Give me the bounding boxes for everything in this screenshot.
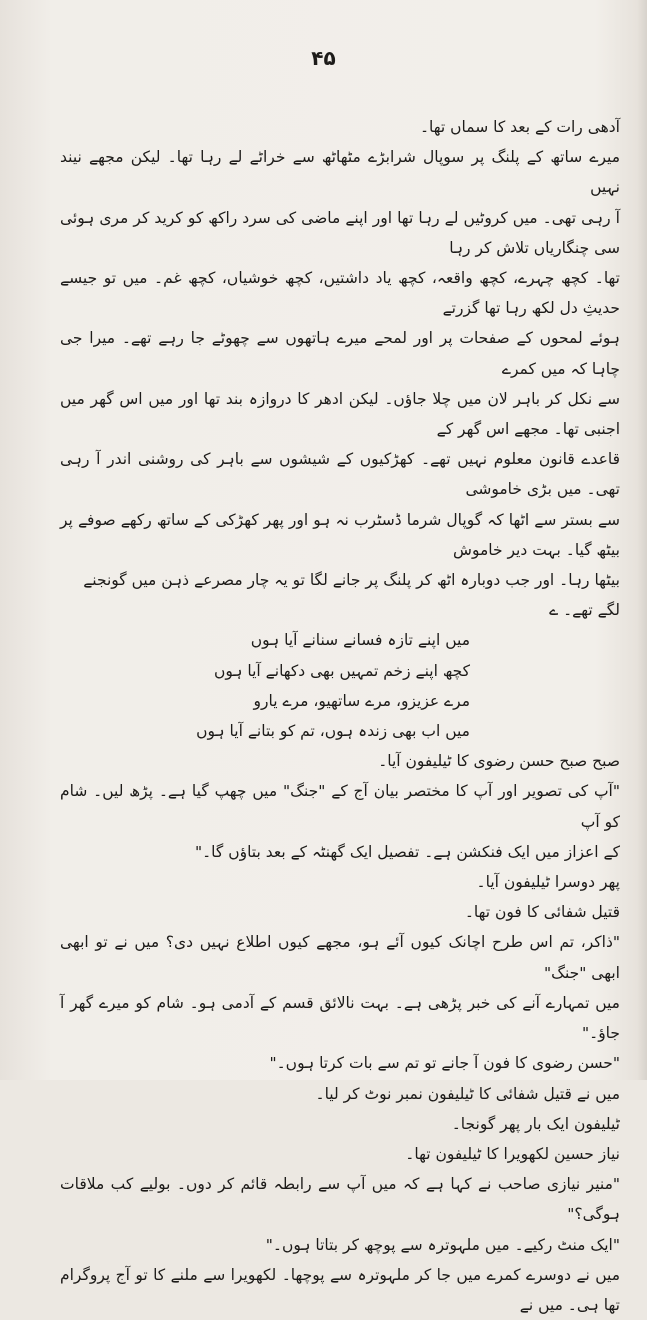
paragraph-line: سے نکل کر باہر لان میں چلا جاؤں۔ لیکن ادھر کا دروازہ بند تھا اور میں اس گھر میں اجنبی تھا۔ مجھے اس گھر کے [60,389,620,439]
paragraph-line: کے اعزاز میں ایک فنکشن ہے۔ تفصیل ایک گھنٹہ کے بعد بتاؤں گا۔" [194,842,620,861]
paragraph-line: نیاز حسین لکھویرا کا ٹیلیفون تھا۔ [405,1144,620,1163]
paragraph-line: پھر دوسرا ٹیلیفون آیا۔ [476,873,620,892]
verse-line: میں اب بھی زندہ ہوں، تم کو بتانے آیا ہوں [196,722,470,741]
paragraph-line: میں نے دوسرے کمرے میں جا کر ملہوترہ سے پوچھا۔ لکھویرا سے ملنے کا تو آج پروگرام تھا ہی۔ میں نے [60,1265,620,1314]
paragraph-line: "منیر نیازی صاحب نے کہا ہے کہ میں آپ سے رابطہ قائم کر دوں۔ بولیے کب ملاقات ہوگی؟" [60,1175,620,1224]
paragraph-line: قاعدے قانون معلوم نہیں تھے۔ کھڑکیوں کے شیشوں سے باہر کی روشنی اندر آ رہی تھی۔ میں بڑی خاموشی [60,450,620,499]
paragraph-line: تھا۔ کچھ چہرے، کچھ واقعہ، کچھ یاد داشتیں، کچھ خوشیاں، کچھ غم۔ میں تو جیسے حدیثِ دل لکھ رہا تھا گزرتے [60,269,620,318]
paragraph-line: "آپ کی تصویر اور آپ کا مختصر بیان آج کے "جنگ" میں چھپ گیا ہے۔ پڑھ لیں۔ شام کو آپ [60,782,620,831]
page-edge-shadow [637,0,647,1080]
paragraph-line: میں تمہارے آنے کی خبر پڑھی ہے۔ بہت نالائق قسم کے آدمی ہو۔ شام کو میرے گھر آ جاؤ۔" [60,993,620,1043]
paragraph-line: میرے ساتھ کے پلنگ پر سوپال شرابڑے مٹھاٹھ سے خراٹے لے رہا تھا۔ لیکن مجھے نیند نہیں [60,148,620,197]
paragraph-line: آدھی رات کے بعد کا سماں تھا۔ [419,118,620,136]
paragraph-line: بیٹھا رہا۔ اور جب دوبارہ اٹھ کر پلنگ پر جانے لگا تو یہ چار مصرعے ذہن میں گونجنے لگے تھے۔ ے [83,571,620,620]
paragraph-line: "ایک منٹ رکیے۔ میں ملہوترہ سے پوچھ کر بتاتا ہوں۔" [265,1235,620,1254]
verse-line: مرے عزیزو، مرے ساتھیو، مرے یارو [253,691,470,710]
verse-line: کچھ اپنے زخم تمہیں بھی دکھانے آیا ہوں [214,661,470,680]
paragraph-line: آ رہی تھی۔ میں کروٹیں لے رہا تھا اور اپنے ماضی کی سرد راکھ کو کرید کر مری ہوئی سی چنگاریاں تلاش کر رہا [60,208,620,257]
paragraph-line: ٹیلیفون ایک بار پھر گونجا۔ [451,1114,620,1133]
paragraph-line: صبح صبح حسن رضوی کا ٹیلیفون آیا۔ [378,752,620,771]
verse-line: میں اپنے تازہ فسانے سنانے آیا ہوں [250,631,470,650]
page-number: ۴۵ [311,46,336,70]
page-body [60,112,620,1320]
paragraph-line: سے بستر سے اٹھا کہ گوپال شرما ڈسٹرب نہ ہو اور پھر کھڑکی کے ساتھ رکھے صوفے پر بیٹھ گیا۔ بہت دیر خاموش [60,510,620,559]
poem-verses [60,625,620,746]
paragraph-line: "حسن رضوی کا فون آ جانے تو تم سے بات کرتا ہوں۔" [269,1054,620,1073]
paragraph-line: میں نے قتیل شفائی کا ٹیلیفون نمبر نوٹ کر لیا۔ [315,1084,620,1103]
paragraph-line: قتیل شفائی کا فون تھا۔ [464,903,620,922]
paragraph-line: ہوئے لمحوں کے صفحات پر اور لمحے میرے ہاتھوں سے چھوٹے جا رہے تھے۔ میرا جی چاہا کہ میں کمرے [60,329,620,378]
paragraph-line: "ذاکر، تم اس طرح اچانک کیوں آئے ہو، مجھے کیوں اطلاع نہیں دی؟ میں نے تو ابھی ابھی "جنگ" [60,933,620,982]
